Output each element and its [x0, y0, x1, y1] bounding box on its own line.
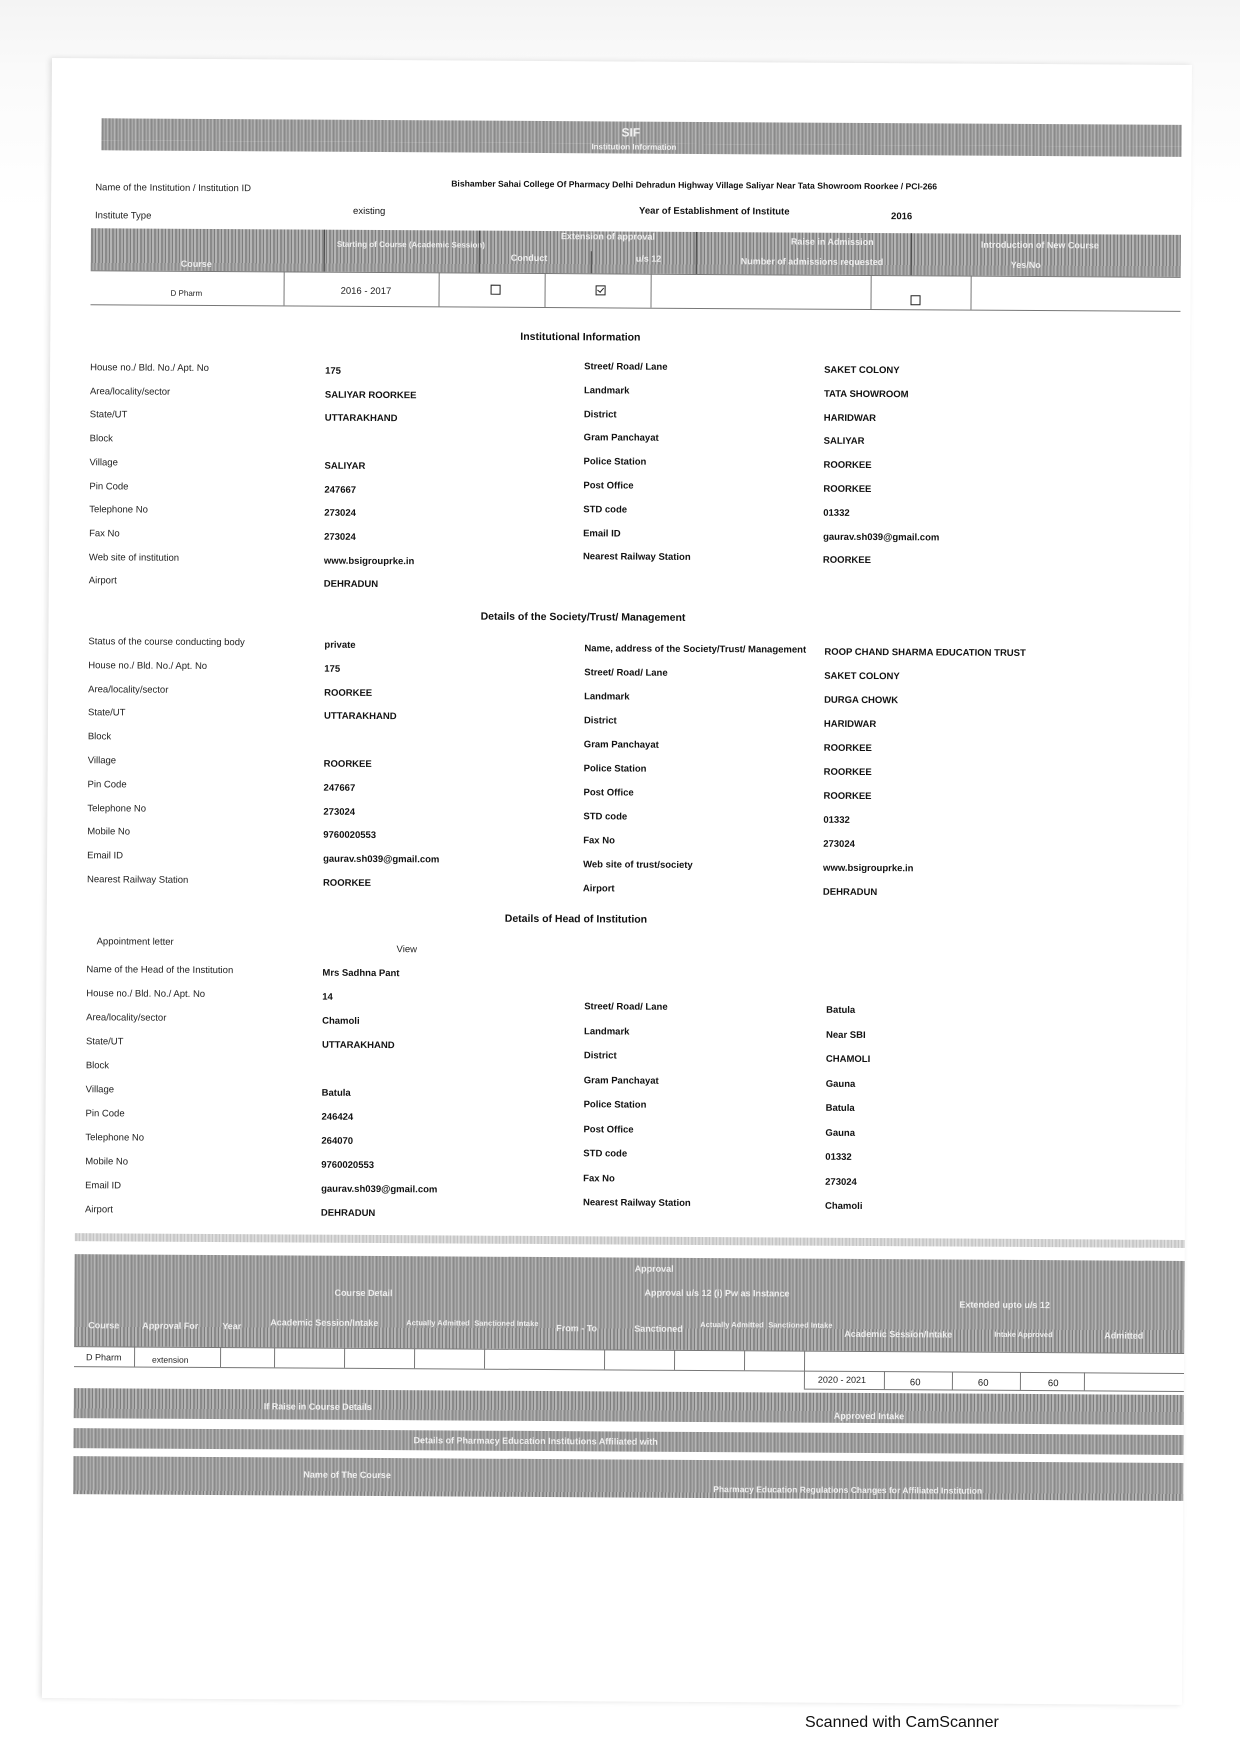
- hdr-academic-session: Academic Session/Intake: [270, 1317, 379, 1329]
- hdr-year: Year: [222, 1321, 242, 1332]
- field-value: UTTARAKHAND: [323, 711, 397, 723]
- field-value: ROORKEE: [822, 555, 872, 567]
- field-label: House no./ Bld. No./ Apt. No: [86, 988, 206, 1000]
- field-value: Batula: [825, 1102, 855, 1114]
- field-value: 9760020553: [323, 830, 377, 842]
- field-value: 01332: [825, 1151, 852, 1163]
- field-value: gaurav.sh039@gmail.com: [823, 531, 940, 544]
- institution-name-value: Bishamber Sahai College Of Pharmacy Delhi Dehradun Highway Village Saliyar Near Tata Showroom Roorkee / PCI-266: [451, 178, 938, 192]
- field-label: Post Office: [583, 787, 634, 799]
- hdr-academic-session2: Academic Session/Intake: [844, 1328, 953, 1340]
- field-label: District: [583, 1050, 617, 1062]
- appointment-view-link[interactable]: View: [396, 944, 418, 956]
- field-label: District: [583, 408, 617, 421]
- institute-type-value: existing: [353, 205, 386, 218]
- field-label: Nearest Railway Station: [86, 874, 189, 886]
- course-row-divider: [438, 272, 439, 306]
- field-value: UTTARAKHAND: [321, 1039, 395, 1052]
- field-label: Block: [85, 1060, 110, 1072]
- field-value: 01332: [823, 814, 850, 826]
- field-value: SAKET COLONY: [824, 364, 900, 377]
- field-label: House no./ Bld. No./ Apt. No: [88, 660, 208, 672]
- hdr-approval: Approval: [634, 1263, 674, 1274]
- approval-table-header: [74, 1254, 1185, 1353]
- hdr-divider: [324, 230, 325, 272]
- society-heading: Details of the Society/Trust/ Management: [480, 610, 686, 624]
- u12-checkbox[interactable]: [596, 285, 606, 295]
- field-label: STD code: [583, 811, 628, 823]
- hdr-approval-for: Approval For: [142, 1320, 199, 1331]
- field-label: Airport: [84, 1204, 113, 1216]
- approval-row-divider: [484, 1349, 485, 1369]
- field-label: Landmark: [584, 691, 630, 703]
- field-value: Gauna: [825, 1078, 856, 1090]
- approval-row-divider: [220, 1347, 221, 1367]
- field-label: Pin Code: [85, 1108, 125, 1120]
- appointment-letter-label: Appointment letter: [96, 936, 174, 948]
- course-table-header: [91, 228, 1181, 277]
- field-value: 175: [324, 663, 341, 675]
- field-label: Web site of institution: [88, 551, 180, 564]
- field-value: 246424: [321, 1111, 354, 1123]
- approval-row-divider: [674, 1350, 675, 1370]
- field-value: CHAMOLI: [825, 1053, 871, 1066]
- field-value: DEHRADUN: [323, 578, 379, 591]
- field-label: District: [583, 715, 617, 727]
- approval-row-divider: [952, 1372, 953, 1390]
- field-label: Landmark: [583, 385, 630, 397]
- field-label: House no./ Bld. No./ Apt. No: [90, 362, 209, 374]
- field-value: 247667: [323, 782, 356, 794]
- field-value: 273024: [324, 507, 356, 520]
- field-label: Post Office: [583, 1123, 634, 1136]
- approval-row-approval-for: extension: [152, 1354, 189, 1365]
- field-label: Street/ Road/ Lane: [584, 361, 668, 373]
- field-label: State/UT: [87, 707, 126, 719]
- hdr-sanctioned-intake2: Sanctioned Intake: [768, 1320, 833, 1330]
- field-label: Landmark: [584, 1025, 630, 1038]
- field-value: SAKET COLONY: [824, 670, 900, 683]
- approval-row-divider: [344, 1348, 345, 1368]
- hdr-ap-course: Course: [88, 1320, 120, 1331]
- field-value: DURGA CHOWK: [824, 694, 899, 707]
- field-value: Chamoli: [824, 1200, 863, 1212]
- camscanner-watermark: Scanned with CamScanner: [805, 1714, 999, 1731]
- field-label: Status of the course conducting body: [88, 636, 245, 649]
- field-value: SALIYAR: [823, 436, 865, 448]
- hdr-intro: Introduction of New Course: [980, 239, 1099, 251]
- hdr-extension: Extension of approval: [560, 231, 655, 242]
- approval-row-v2: 60: [977, 1377, 989, 1389]
- field-label: Village: [87, 755, 117, 767]
- approval-row-session: 2020 - 2021: [817, 1374, 867, 1385]
- institutional-info-heading: Institutional Information: [520, 330, 641, 344]
- field-label: Area/locality/sector: [86, 1012, 167, 1024]
- course-row-divider: [283, 271, 284, 305]
- approval-row-line: [74, 1366, 1184, 1374]
- course-name-label: Name of The Course: [303, 1469, 391, 1481]
- hdr-raise: Raise in Admission: [790, 236, 874, 248]
- field-value: www.bsigrouprke.in: [823, 862, 914, 875]
- hdr-starting: Starting of Course (Academic Session): [336, 239, 485, 250]
- year-established-label: Year of Establishment of Institute: [639, 205, 790, 218]
- field-label: Area/locality/sector: [89, 385, 171, 398]
- course-row-course: D Pharm: [170, 288, 203, 298]
- approval-row-divider: [134, 1347, 135, 1367]
- hdr-divider: [696, 232, 697, 274]
- hdr-ext-u12: u/s 12: [635, 253, 662, 264]
- hdr-intro-sub: Yes/No: [1010, 259, 1041, 271]
- hdr-intake-approved: Intake Approved: [994, 1329, 1053, 1340]
- field-label: Post Office: [583, 480, 634, 492]
- approval-row-divider: [884, 1371, 885, 1389]
- field-value: Near SBI: [826, 1029, 866, 1041]
- field-label: Telephone No: [87, 802, 147, 815]
- field-value: ROORKEE: [823, 766, 872, 779]
- conduct-checkbox[interactable]: [491, 285, 501, 295]
- field-label: Gram Panchayat: [583, 1074, 659, 1087]
- field-value: SALIYAR: [324, 460, 366, 472]
- hdr-actually-admitted: Actually Admitted: [406, 1318, 470, 1328]
- field-value: HARIDWAR: [823, 718, 877, 731]
- field-label: Mobile No: [87, 826, 131, 838]
- field-value: private: [324, 639, 356, 651]
- field-value: ROORKEE: [823, 483, 872, 496]
- raise-course-bar: [74, 1388, 1184, 1425]
- hdr-actually-admitted2: Actually Admitted: [700, 1319, 764, 1330]
- field-value: ROORKEE: [823, 742, 872, 755]
- field-value: Mrs Sadhna Pant: [322, 967, 400, 980]
- field-value: Gauna: [825, 1127, 856, 1139]
- field-label: Police Station: [583, 456, 647, 468]
- field-label: Gram Panchayat: [583, 432, 659, 445]
- course-row-bottom: [90, 304, 1180, 312]
- field-label: Area/locality/sector: [88, 683, 169, 696]
- course-row-divider: [650, 274, 651, 308]
- field-label: State/UT: [89, 409, 128, 421]
- field-label: Village: [89, 457, 118, 469]
- approval-row-divider: [414, 1348, 415, 1368]
- field-label: Street/ Road/ Lane: [584, 1001, 668, 1013]
- field-label: Web site of trust/society: [583, 859, 693, 871]
- field-value: ROORKEE: [823, 459, 872, 472]
- field-value: ROORKEE: [323, 758, 372, 770]
- field-label: Fax No: [583, 835, 615, 847]
- field-label: STD code: [583, 504, 628, 516]
- field-label: Mobile No: [85, 1156, 129, 1168]
- field-label: Nearest Railway Station: [582, 551, 691, 564]
- course-row-divider: [970, 276, 971, 310]
- field-value: ROORKEE: [322, 877, 372, 889]
- institution-name-label: Name of the Institution / Institution ID: [95, 182, 252, 195]
- field-label: Police Station: [583, 763, 647, 775]
- field-value: 14: [322, 991, 333, 1003]
- field-label: Pin Code: [87, 779, 127, 791]
- field-value: ROORKEE: [823, 790, 872, 803]
- hdr-divider: [911, 233, 912, 275]
- field-label: State/UT: [85, 1036, 124, 1048]
- field-value: www.bsigrouprke.in: [323, 555, 415, 567]
- hdr-approval-12: Approval u/s 12 (i) Pw as Instance: [644, 1287, 790, 1299]
- approval-row-v3: 60: [1047, 1378, 1059, 1390]
- field-label: Gram Panchayat: [583, 739, 659, 751]
- hdr-raise-number: Number of admissions requested: [740, 256, 884, 268]
- hdr-sanctioned: Sanctioned: [634, 1323, 683, 1334]
- hdr-course: Course: [180, 258, 212, 269]
- hdr-divider: [591, 251, 592, 273]
- field-label: Email ID: [85, 1180, 122, 1192]
- regulations-label: Pharmacy Education Regulations Changes for Affiliated Institution: [713, 1484, 983, 1496]
- approval-row-divider: [1020, 1372, 1021, 1390]
- field-value: UTTARAKHAND: [324, 413, 398, 425]
- field-label: Fax No: [89, 528, 120, 540]
- field-label: Email ID: [583, 527, 621, 540]
- raise-course-label: If Raise in Course Details: [263, 1401, 372, 1412]
- approval-row-divider: [604, 1349, 605, 1369]
- field-value: Batula: [826, 1004, 856, 1016]
- field-label: Name, address of the Society/Trust/ Management: [584, 643, 807, 656]
- field-value: ROORKEE: [324, 687, 373, 699]
- field-label: Name of the Head of the Institution: [86, 964, 234, 977]
- field-label: Police Station: [583, 1099, 647, 1111]
- field-value: HARIDWAR: [823, 412, 877, 424]
- field-value: 273024: [823, 838, 855, 850]
- field-value: 273024: [323, 806, 356, 818]
- approval-row-divider: [804, 1351, 805, 1389]
- sif-title: SIF: [621, 125, 641, 140]
- approval-row-divider: [1084, 1372, 1085, 1390]
- field-value: DEHRADUN: [320, 1207, 376, 1219]
- approved-intake-label: Approved Intake: [833, 1410, 905, 1422]
- field-label: Airport: [582, 883, 615, 895]
- sif-subtitle: Institution Information: [591, 142, 677, 152]
- field-label: Block: [87, 731, 112, 743]
- field-label: Pin Code: [89, 480, 129, 492]
- hdr-admitted: Admitted: [1104, 1330, 1144, 1341]
- field-value: SALIYAR ROORKEE: [324, 389, 417, 401]
- approval-row-course: D Pharm: [86, 1352, 122, 1363]
- field-label: Telephone No: [85, 1132, 145, 1144]
- field-label: Fax No: [583, 1172, 615, 1184]
- field-value: 9760020553: [321, 1159, 375, 1171]
- year-established-value: 2016: [891, 211, 913, 223]
- field-label: Village: [85, 1084, 115, 1096]
- course-name-bar: [73, 1456, 1183, 1501]
- affiliation-label: Details of Pharmacy Education Institutions Affiliated with: [413, 1435, 658, 1447]
- field-value: 175: [325, 365, 341, 377]
- field-value: 264070: [321, 1135, 354, 1147]
- field-label: Email ID: [87, 850, 124, 862]
- field-label: Street/ Road/ Lane: [584, 667, 668, 679]
- field-value: 01332: [823, 507, 850, 519]
- institute-type-label: Institute Type: [95, 210, 152, 222]
- approval-row-v1: 60: [909, 1377, 921, 1389]
- field-value: gaurav.sh039@gmail.com: [323, 853, 440, 866]
- approval-row-line: [804, 1389, 1184, 1392]
- field-value: DEHRADUN: [822, 886, 878, 899]
- field-value: gaurav.sh039@gmail.com: [321, 1183, 438, 1196]
- intro-checkbox[interactable]: [911, 295, 921, 305]
- hdr-ext-conduct: Conduct: [510, 252, 548, 264]
- field-value: 273024: [825, 1176, 857, 1188]
- hdr-divider: [479, 231, 480, 273]
- field-label: Airport: [88, 575, 117, 587]
- hdr-extended: Extended upto u/s 12: [959, 1299, 1050, 1311]
- document-page: [42, 58, 1192, 1705]
- field-value: ROOP CHAND SHARMA EDUCATION TRUST: [824, 646, 1026, 659]
- head-heading: Details of Head of Institution: [504, 912, 648, 926]
- hdr-from-to: From - To: [556, 1323, 598, 1334]
- course-row-divider: [544, 273, 545, 307]
- field-value: TATA SHOWROOM: [823, 388, 909, 401]
- affiliation-bar: [74, 1428, 1184, 1455]
- section-divider-bar: [75, 1233, 1185, 1248]
- course-row-divider: [870, 275, 871, 309]
- course-row-session: 2016 - 2017: [340, 285, 392, 298]
- field-value: Batula: [321, 1087, 351, 1099]
- field-value: 247667: [324, 484, 357, 496]
- approval-row-divider: [274, 1347, 275, 1367]
- field-label: Block: [89, 433, 113, 445]
- hdr-course-detail: Course Detail: [334, 1287, 393, 1299]
- field-label: STD code: [583, 1148, 628, 1160]
- field-label: Telephone No: [89, 504, 148, 516]
- field-value: Chamoli: [322, 1015, 360, 1027]
- field-value: 273024: [324, 531, 356, 543]
- approval-row-divider: [744, 1350, 745, 1370]
- hdr-sanctioned-intake: Sanctioned Intake: [474, 1318, 539, 1328]
- field-label: Nearest Railway Station: [582, 1197, 691, 1209]
